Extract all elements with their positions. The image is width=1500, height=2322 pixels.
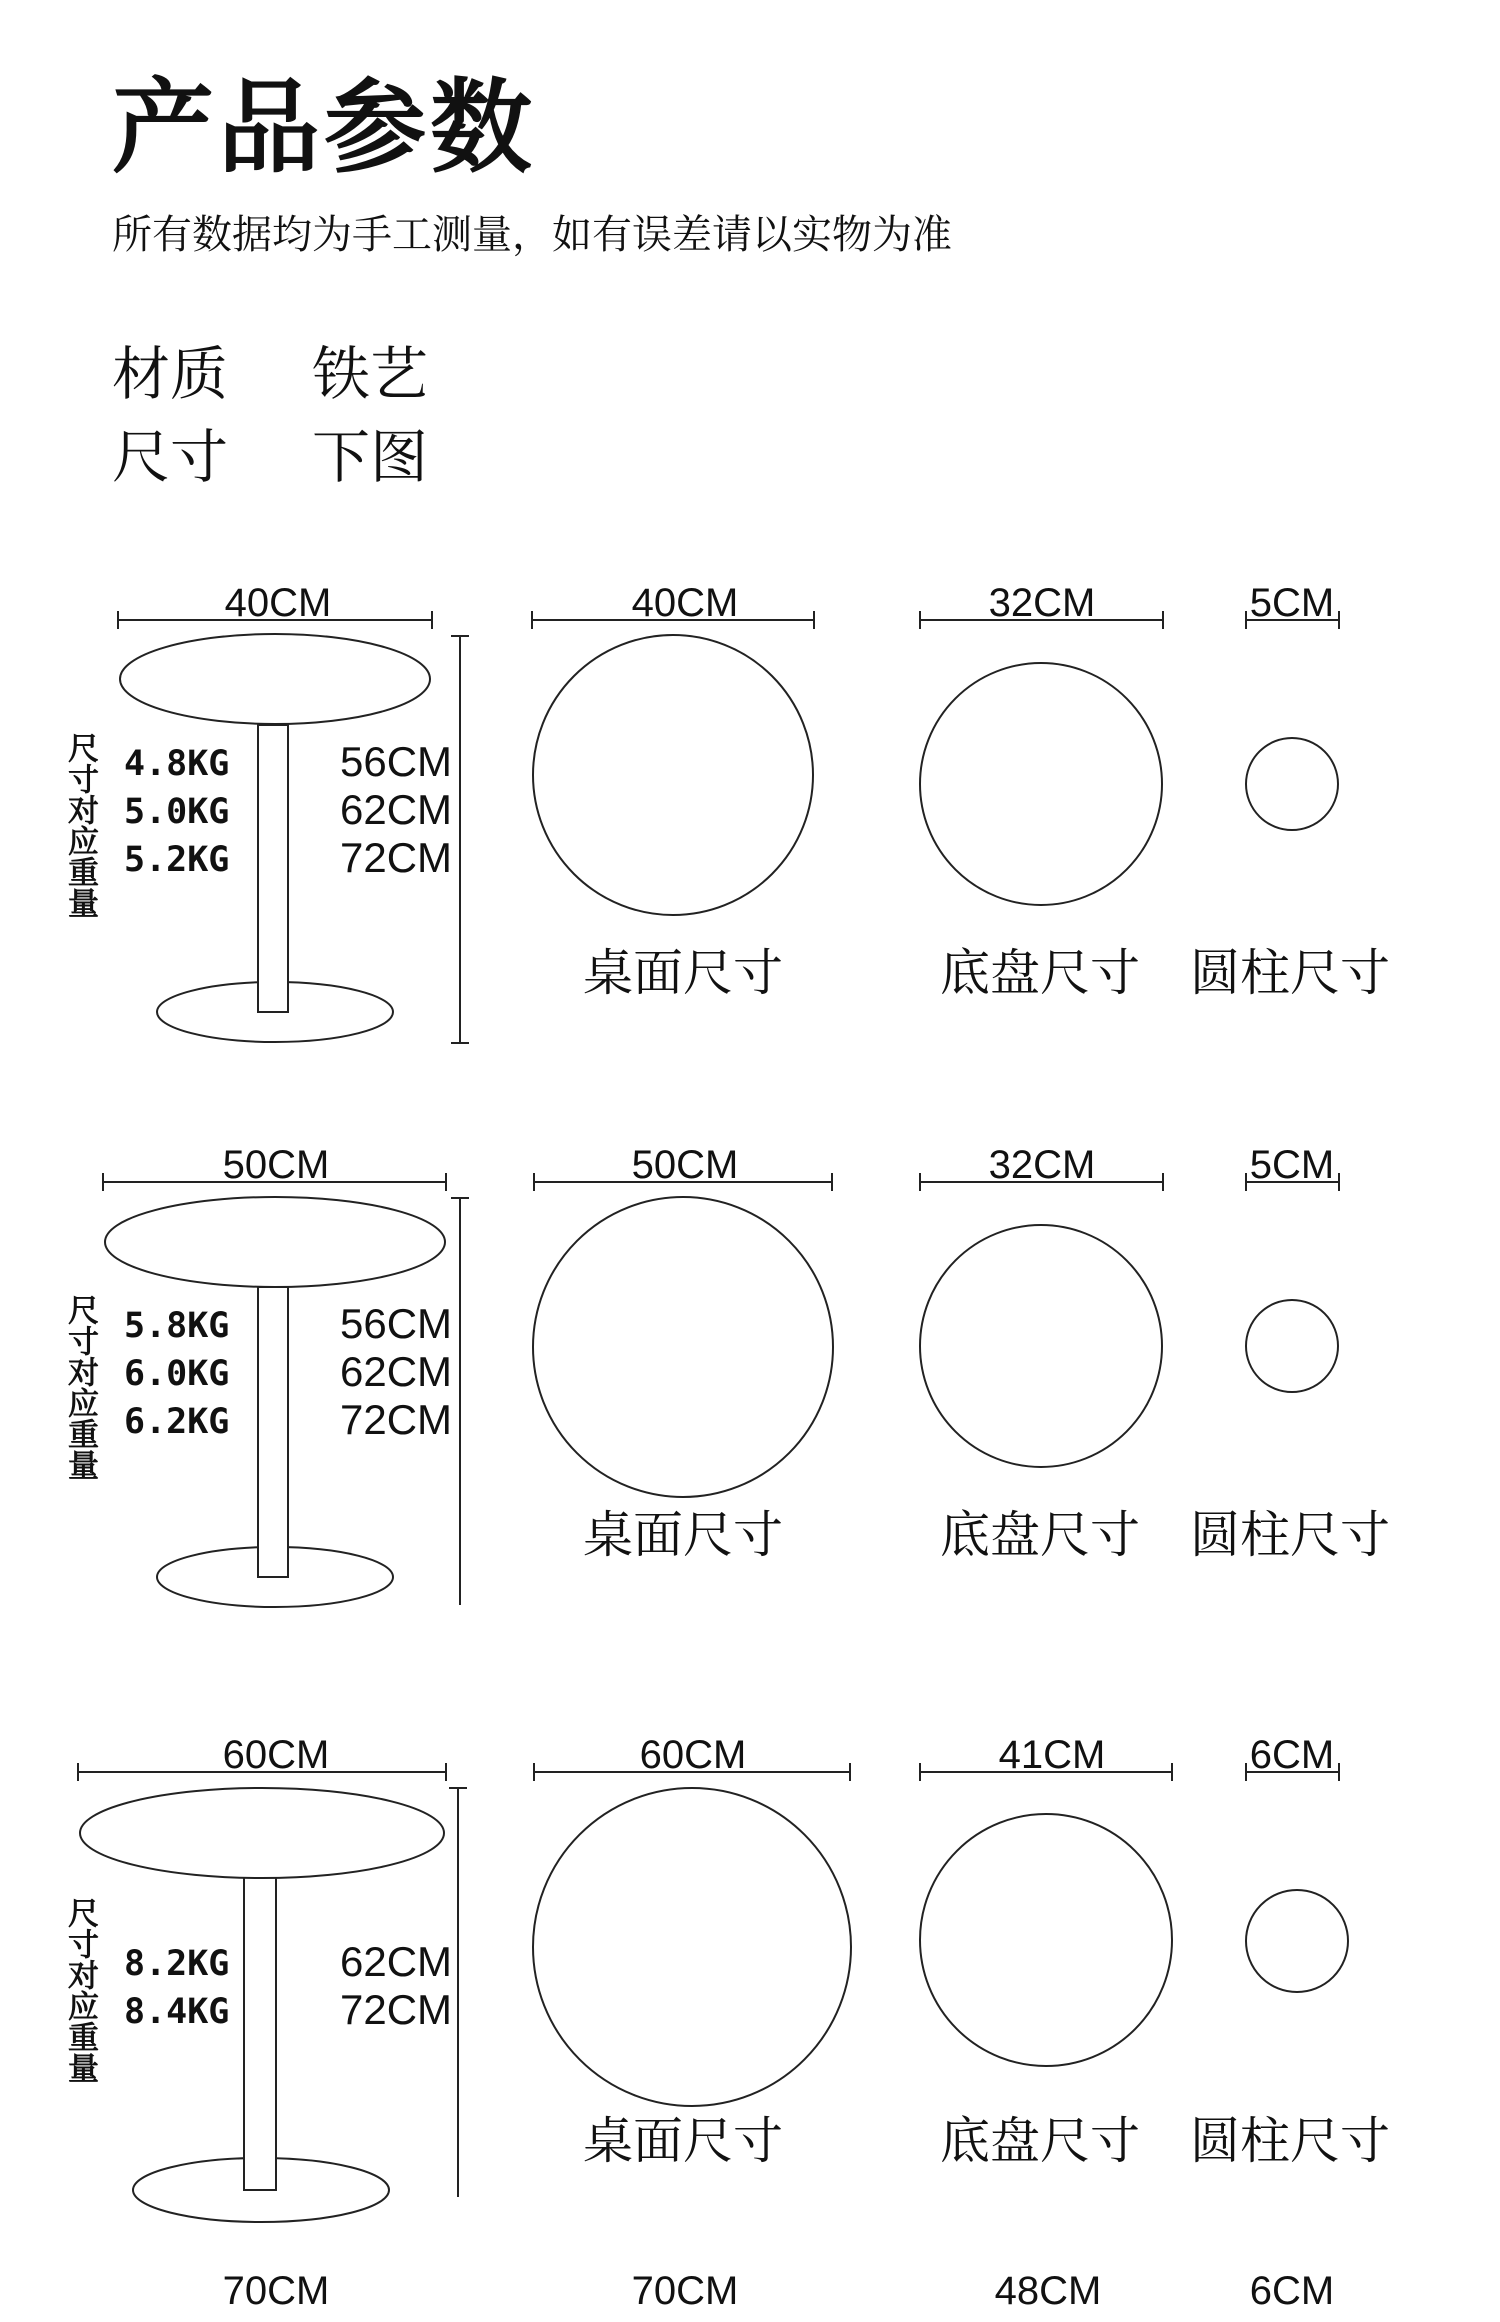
base-diameter-label: 41CM: [998, 1733, 1106, 1777]
table-width-label: 60CM: [222, 1733, 330, 1777]
base-diameter-label: 32CM: [988, 1143, 1096, 1187]
base-circle: [920, 1225, 1162, 1467]
table-width-label: 70CM: [222, 2269, 330, 2313]
column-diameter-label: 5CM: [1249, 581, 1335, 625]
base-diameter-label: 48CM: [994, 2269, 1102, 2313]
table-column-rect: [258, 1287, 288, 1577]
weight-value: 4.8KG: [124, 744, 230, 784]
height-value: 62CM: [340, 1348, 453, 1395]
top-diameter-label: 60CM: [639, 1733, 747, 1777]
column-caption: 圆柱尺寸: [1190, 2112, 1390, 2170]
weight-value: 8.2KG: [124, 1944, 230, 1984]
weight-side-label: 尺寸对应重量: [62, 1294, 98, 1480]
base-caption: 底盘尺寸: [940, 1506, 1140, 1564]
weight-value: 8.4KG: [124, 1992, 230, 2032]
table-column-rect: [258, 725, 288, 1012]
page-title: 产品参数: [112, 69, 536, 188]
spec-row-size: [112, 423, 429, 491]
spec-value-size: 下图: [312, 423, 429, 491]
top-circle: [533, 1788, 851, 2106]
base-circle: [920, 663, 1162, 905]
table-width-label: 50CM: [222, 1143, 330, 1187]
weight-side-label: 尺寸对应重量: [62, 732, 98, 918]
size-section-3: [0, 1712, 1500, 2222]
height-value: 72CM: [340, 834, 453, 881]
height-value: 56CM: [340, 738, 453, 785]
size-section-4: [0, 2248, 1500, 2322]
height-value: 56CM: [340, 1300, 453, 1347]
size-section-1: [0, 560, 1500, 1060]
weight-value: 5.2KG: [124, 840, 230, 880]
top-caption: 桌面尺寸: [583, 2112, 783, 2170]
weight-side-label: 尺寸对应重量: [62, 1897, 98, 2083]
table-top-ellipse: [105, 1197, 445, 1287]
base-caption: 底盘尺寸: [940, 2112, 1140, 2170]
top-diameter-label: 40CM: [631, 581, 739, 625]
weight-value: 6.2KG: [124, 1402, 230, 1442]
column-circle: [1246, 1300, 1338, 1392]
column-diameter-label: 5CM: [1249, 1143, 1335, 1187]
column-diameter-label: 6CM: [1249, 2269, 1335, 2313]
column-caption: 圆柱尺寸: [1190, 944, 1390, 1002]
top-circle: [533, 635, 813, 915]
top-diameter-label: 50CM: [631, 1143, 739, 1187]
table-top-ellipse: [80, 1788, 444, 1878]
height-value: 72CM: [340, 1986, 453, 2033]
size-section-2: [0, 1122, 1500, 1622]
height-value: 62CM: [340, 786, 453, 833]
base-caption: 底盘尺寸: [940, 944, 1140, 1002]
column-circle: [1246, 1890, 1348, 1992]
top-caption: 桌面尺寸: [583, 1506, 783, 1564]
column-caption: 圆柱尺寸: [1190, 1506, 1390, 1564]
height-value: 72CM: [340, 1396, 453, 1443]
table-width-label: 40CM: [224, 581, 332, 625]
column-circle: [1246, 738, 1338, 830]
spec-value-material: 铁艺: [312, 340, 429, 408]
top-circle: [533, 1197, 833, 1497]
table-column-rect: [244, 1877, 276, 2190]
weight-value: 5.8KG: [124, 1306, 230, 1346]
spec-key-size: 尺寸: [112, 423, 229, 491]
weight-value: 6.0KG: [124, 1354, 230, 1394]
size-diagram-1: [0, 560, 1500, 1060]
spec-row-material: [112, 340, 429, 408]
base-circle: [920, 1814, 1172, 2066]
size-diagram-3: [0, 1712, 1500, 2222]
weight-value: 5.0KG: [124, 792, 230, 832]
size-diagram-2: [0, 1122, 1500, 1622]
page-subtitle: 所有数据均为手工测量，如有误差请以实物为准: [112, 212, 952, 258]
top-diameter-label: 70CM: [631, 2269, 739, 2313]
spec-key-material: 材质: [112, 340, 229, 408]
height-value: 62CM: [340, 1938, 453, 1985]
column-diameter-label: 6CM: [1249, 1733, 1335, 1777]
top-caption: 桌面尺寸: [583, 944, 783, 1002]
table-top-ellipse: [120, 634, 430, 724]
base-diameter-label: 32CM: [988, 581, 1096, 625]
size-diagram-4: [0, 2248, 1500, 2322]
